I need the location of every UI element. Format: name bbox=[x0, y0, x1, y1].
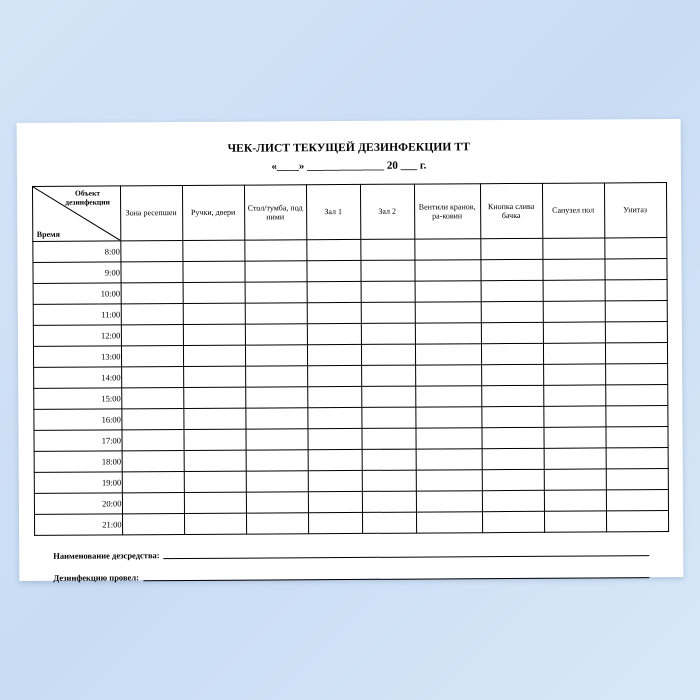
checklist-cell[interactable] bbox=[544, 511, 606, 532]
checklist-cell[interactable] bbox=[360, 260, 414, 281]
column-header-zal-1: Зал 1 bbox=[306, 184, 360, 239]
row-time-label: 14:00 bbox=[33, 367, 121, 389]
checklist-cell[interactable] bbox=[361, 365, 415, 386]
checklist-cell[interactable] bbox=[183, 324, 245, 345]
checklist-cell[interactable] bbox=[481, 385, 543, 406]
checklist-cell[interactable] bbox=[121, 346, 183, 367]
checklist-cell[interactable] bbox=[307, 323, 361, 344]
checklist-cell[interactable] bbox=[246, 513, 308, 534]
row-time-label: 17:00 bbox=[33, 430, 121, 452]
checklist-cell[interactable] bbox=[183, 366, 245, 387]
checklist-cell[interactable] bbox=[480, 238, 542, 259]
document-body bbox=[17, 119, 684, 581]
checklist-cell[interactable] bbox=[606, 448, 668, 469]
table-row bbox=[34, 511, 668, 536]
row-time-label: 9:00 bbox=[32, 262, 120, 284]
checklist-cell[interactable] bbox=[415, 323, 481, 344]
checklist-cell[interactable] bbox=[415, 365, 481, 386]
checklist-cell[interactable] bbox=[480, 259, 542, 280]
checklist-cell[interactable] bbox=[543, 427, 605, 448]
row-time-label: 19:00 bbox=[34, 472, 122, 494]
checklist-cell[interactable] bbox=[605, 301, 667, 322]
checklist-cell[interactable] bbox=[307, 365, 361, 386]
checklist-cell[interactable] bbox=[416, 470, 482, 491]
checklist-cell[interactable] bbox=[542, 259, 604, 280]
checklist-cell[interactable] bbox=[183, 408, 245, 429]
checklist-cell[interactable] bbox=[182, 240, 244, 261]
document-sheet bbox=[17, 119, 684, 581]
checklist-cell[interactable] bbox=[246, 450, 308, 471]
checklist-cell[interactable] bbox=[361, 323, 415, 344]
checklist-table bbox=[31, 182, 668, 536]
checklist-cell[interactable] bbox=[183, 282, 245, 303]
checklist-cell[interactable] bbox=[605, 322, 667, 343]
row-time-label: 20:00 bbox=[34, 493, 122, 515]
checklist-cell[interactable] bbox=[605, 406, 667, 427]
row-time-label: 16:00 bbox=[33, 409, 121, 431]
checklist-cell[interactable] bbox=[543, 322, 605, 343]
checklist-cell[interactable] bbox=[121, 409, 183, 430]
checklist-cell[interactable] bbox=[481, 322, 543, 343]
checklist-cell[interactable] bbox=[543, 385, 605, 406]
checklist-cell[interactable] bbox=[245, 366, 307, 387]
checklist-cell[interactable] bbox=[121, 325, 183, 346]
column-header-knopka-sliva: Кнопка слива бачка bbox=[480, 183, 542, 238]
checklist-cell[interactable] bbox=[246, 471, 308, 492]
checklist-cell[interactable] bbox=[605, 364, 667, 385]
column-header-ventili-kranov: Вентили кранов, ра-ковин bbox=[414, 184, 480, 239]
checklist-cell[interactable] bbox=[184, 471, 246, 492]
checklist-cell[interactable] bbox=[307, 428, 361, 449]
checklist-cell[interactable] bbox=[245, 282, 307, 303]
checklist-cell[interactable] bbox=[605, 385, 667, 406]
checklist-cell[interactable] bbox=[184, 492, 246, 513]
checklist-cell[interactable] bbox=[481, 343, 543, 364]
row-time-label: 10:00 bbox=[33, 283, 121, 305]
checklist-cell[interactable] bbox=[481, 427, 543, 448]
checklist-cell[interactable] bbox=[543, 280, 605, 301]
checklist-cell[interactable] bbox=[121, 430, 183, 451]
checklist-cell[interactable] bbox=[482, 490, 544, 511]
checklist-cell[interactable] bbox=[414, 239, 480, 260]
checklist-cell[interactable] bbox=[361, 344, 415, 365]
checklist-cell[interactable] bbox=[362, 470, 416, 491]
checklist-cell[interactable] bbox=[604, 259, 666, 280]
checklist-cell[interactable] bbox=[415, 281, 481, 302]
checklist-cell[interactable] bbox=[121, 388, 183, 409]
checklist-cell[interactable] bbox=[182, 261, 244, 282]
checklist-cell[interactable] bbox=[416, 491, 482, 512]
checklist-cell[interactable] bbox=[122, 472, 184, 493]
checklist-cell[interactable] bbox=[605, 280, 667, 301]
checklist-cell[interactable] bbox=[245, 408, 307, 429]
checklist-cell[interactable] bbox=[415, 302, 481, 323]
checklist-cell[interactable] bbox=[120, 241, 182, 262]
column-header-unitaz: Унитаз bbox=[604, 183, 666, 238]
checklist-cell[interactable] bbox=[604, 238, 666, 259]
checklist-cell[interactable] bbox=[481, 280, 543, 301]
checklist-cell[interactable] bbox=[306, 260, 360, 281]
checklist-cell[interactable] bbox=[307, 302, 361, 323]
checklist-cell[interactable] bbox=[308, 491, 362, 512]
checklist-cell[interactable] bbox=[606, 511, 668, 532]
checklist-cell[interactable] bbox=[416, 449, 482, 470]
footer-input-line[interactable] bbox=[164, 546, 650, 559]
footer-label: Дезинфекцию провел: bbox=[53, 571, 139, 583]
footer-field-performed-by bbox=[53, 568, 649, 582]
row-time-label: 13:00 bbox=[33, 346, 121, 368]
checklist-cell[interactable] bbox=[120, 262, 182, 283]
checklist-cell[interactable] bbox=[245, 345, 307, 366]
checklist-cell[interactable] bbox=[307, 407, 361, 428]
checklist-cell[interactable] bbox=[606, 490, 668, 511]
checklist-cell[interactable] bbox=[121, 304, 183, 325]
checklist-cell[interactable] bbox=[605, 427, 667, 448]
checklist-cell[interactable] bbox=[122, 493, 184, 514]
checklist-cell[interactable] bbox=[183, 387, 245, 408]
checklist-cell[interactable] bbox=[482, 469, 544, 490]
checklist-cell[interactable] bbox=[361, 428, 415, 449]
checklist-cell[interactable] bbox=[183, 429, 245, 450]
checklist-cell[interactable] bbox=[544, 490, 606, 511]
checklist-cell[interactable] bbox=[361, 407, 415, 428]
checklist-cell[interactable] bbox=[307, 281, 361, 302]
checklist-cell[interactable] bbox=[415, 407, 481, 428]
checklist-cell[interactable] bbox=[306, 239, 360, 260]
footer-field-disinfectant-name bbox=[53, 546, 649, 560]
checklist-cell[interactable] bbox=[362, 449, 416, 470]
checklist-cell[interactable] bbox=[543, 301, 605, 322]
checklist-cell[interactable] bbox=[362, 491, 416, 512]
checklist-cell[interactable] bbox=[482, 448, 544, 469]
checklist-cell[interactable] bbox=[244, 261, 306, 282]
checklist-cell[interactable] bbox=[245, 303, 307, 324]
checklist-cell[interactable] bbox=[481, 301, 543, 322]
checklist-cell[interactable] bbox=[122, 451, 184, 472]
row-time-label: 11:00 bbox=[33, 304, 121, 326]
checklist-cell[interactable] bbox=[605, 343, 667, 364]
checklist-cell[interactable] bbox=[543, 343, 605, 364]
checklist-cell[interactable] bbox=[245, 429, 307, 450]
footer-fields bbox=[53, 546, 649, 582]
row-time-label: 18:00 bbox=[34, 451, 122, 473]
footer-input-line[interactable] bbox=[143, 568, 650, 581]
footer-label: Наименование дезсредства: bbox=[53, 549, 160, 561]
checklist-cell[interactable] bbox=[307, 386, 361, 407]
checklist-cell[interactable] bbox=[416, 512, 482, 533]
checklist-cell[interactable] bbox=[121, 283, 183, 304]
checklist-cell[interactable] bbox=[361, 281, 415, 302]
checklist-cell[interactable] bbox=[481, 364, 543, 385]
checklist-cell[interactable] bbox=[183, 345, 245, 366]
column-header-zal-2: Зал 2 bbox=[360, 184, 414, 239]
checklist-cell[interactable] bbox=[121, 367, 183, 388]
checklist-cell[interactable] bbox=[544, 469, 606, 490]
checklist-cell[interactable] bbox=[122, 514, 184, 535]
column-header-stol-tumba: Стол/тумба, под ними bbox=[244, 185, 306, 240]
checklist-cell[interactable] bbox=[184, 513, 246, 534]
checklist-cell[interactable] bbox=[184, 450, 246, 471]
checklist-cell[interactable] bbox=[308, 449, 362, 470]
checklist-cell[interactable] bbox=[246, 492, 308, 513]
table-corner-header bbox=[32, 186, 120, 242]
row-time-label: 8:00 bbox=[32, 241, 120, 263]
checklist-cell[interactable] bbox=[543, 364, 605, 385]
column-header-ruchki-dveri: Ручки, двери bbox=[182, 185, 244, 240]
checklist-cell[interactable] bbox=[606, 469, 668, 490]
checklist-cell[interactable] bbox=[183, 303, 245, 324]
checklist-cell[interactable] bbox=[414, 260, 480, 281]
checklist-cell[interactable] bbox=[307, 344, 361, 365]
checklist-cell[interactable] bbox=[415, 428, 481, 449]
column-header-zona-resepshen: Зона ресепшен bbox=[120, 186, 182, 241]
checklist-cell[interactable] bbox=[543, 406, 605, 427]
corner-time-label: Время bbox=[36, 229, 60, 239]
checklist-cell[interactable] bbox=[361, 386, 415, 407]
checklist-cell[interactable] bbox=[245, 387, 307, 408]
row-time-label: 12:00 bbox=[33, 325, 121, 347]
document-date-line: «____» ______________ 20 ___ г. bbox=[271, 159, 427, 173]
checklist-cell[interactable] bbox=[482, 511, 544, 532]
checklist-cell[interactable] bbox=[362, 512, 416, 533]
checklist-cell[interactable] bbox=[308, 470, 362, 491]
checklist-cell[interactable] bbox=[308, 512, 362, 533]
checklist-cell[interactable] bbox=[544, 448, 606, 469]
checklist-cell[interactable] bbox=[361, 302, 415, 323]
table-header-row bbox=[32, 183, 666, 242]
checklist-cell[interactable] bbox=[244, 240, 306, 261]
row-time-label: 15:00 bbox=[33, 388, 121, 410]
checklist-cell[interactable] bbox=[245, 324, 307, 345]
checklist-cell[interactable] bbox=[415, 386, 481, 407]
corner-object-label: Объект дезинфекции bbox=[65, 188, 110, 207]
document-title: ЧЕК-ЛИСТ ТЕКУЩЕЙ ДЕЗИНФЕКЦИИ ТТ bbox=[227, 141, 470, 155]
column-header-sanuzel-pol: Санузел пол bbox=[542, 183, 604, 238]
checklist-cell[interactable] bbox=[481, 406, 543, 427]
checklist-cell[interactable] bbox=[415, 344, 481, 365]
checklist-cell[interactable] bbox=[542, 238, 604, 259]
row-time-label: 21:00 bbox=[34, 514, 122, 536]
checklist-cell[interactable] bbox=[360, 239, 414, 260]
